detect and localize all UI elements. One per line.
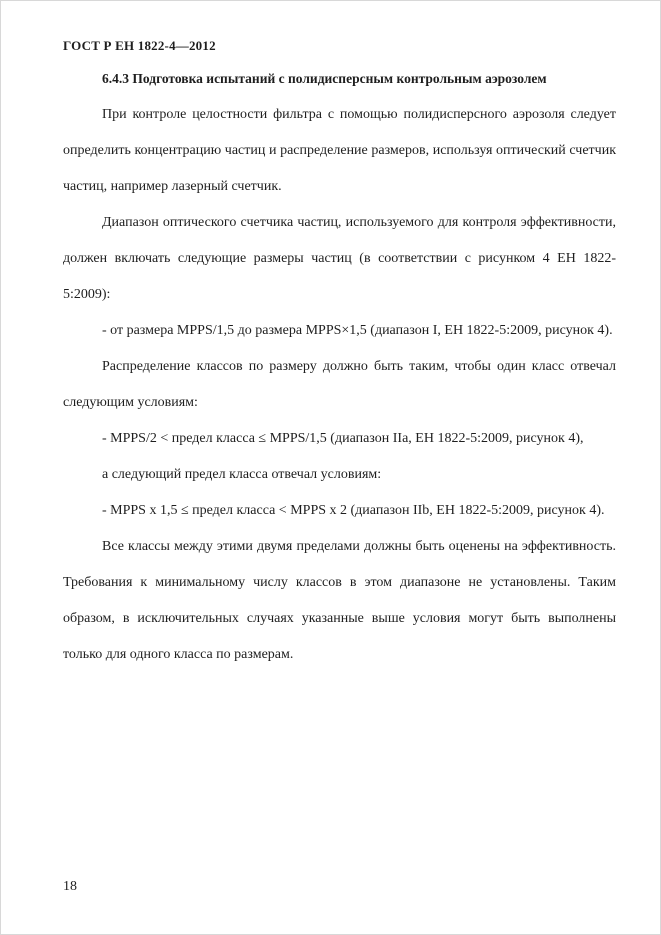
paragraph: При контроле целостности фильтра с помощью полидисперсного аэрозоля следует определить концентрацию частиц и распределение размеров, используя оптический счетчик частиц, например лазерный счетчик. [63, 107, 616, 194]
paragraph: - MPPS/2 < предел класса ≤ MPPS/1,5 (диапазон IIa, ЕН 1822-5:2009, рисунок 4), [102, 431, 584, 446]
paragraph: а следующий предел класса отвечал условиям: [102, 467, 382, 482]
paragraph: Распределение классов по размеру должно быть таким, чтобы один класс отвечал следующим условиям: [63, 359, 616, 410]
paragraph: - MPPS x 1,5 ≤ предел класса < MPPS x 2 (диапазон IIb, ЕН 1822-5:2009, рисунок 4). [102, 503, 605, 518]
paragraph: - от размера MPPS/1,5 до размера MPPS×1,5 (диапазон I, ЕН 1822-5:2009, рисунок 4). [102, 323, 613, 338]
paragraph: Все классы между этими двумя пределами должны быть оценены на эффективность. Требования к минимальному числу классов в этом диапазоне не установлены. Таким образом, в исключительных случаях указанные выше условия могут быть выполнены только для одного класса по размерам. [63, 539, 616, 662]
document-body [63, 61, 616, 673]
page-number: 18 [63, 879, 77, 894]
section-title: 6.4.3 Подготовка испытаний с полидисперсным контрольным аэрозолем [102, 71, 547, 86]
document-header: ГОСТ Р ЕН 1822-4—2012 [63, 38, 216, 53]
paragraph: Диапазон оптического счетчика частиц, используемого для контроля эффективности, должен включать следующие размеры частиц (в соответствии с рисунком 4 ЕН 1822-5:2009): [63, 215, 616, 302]
